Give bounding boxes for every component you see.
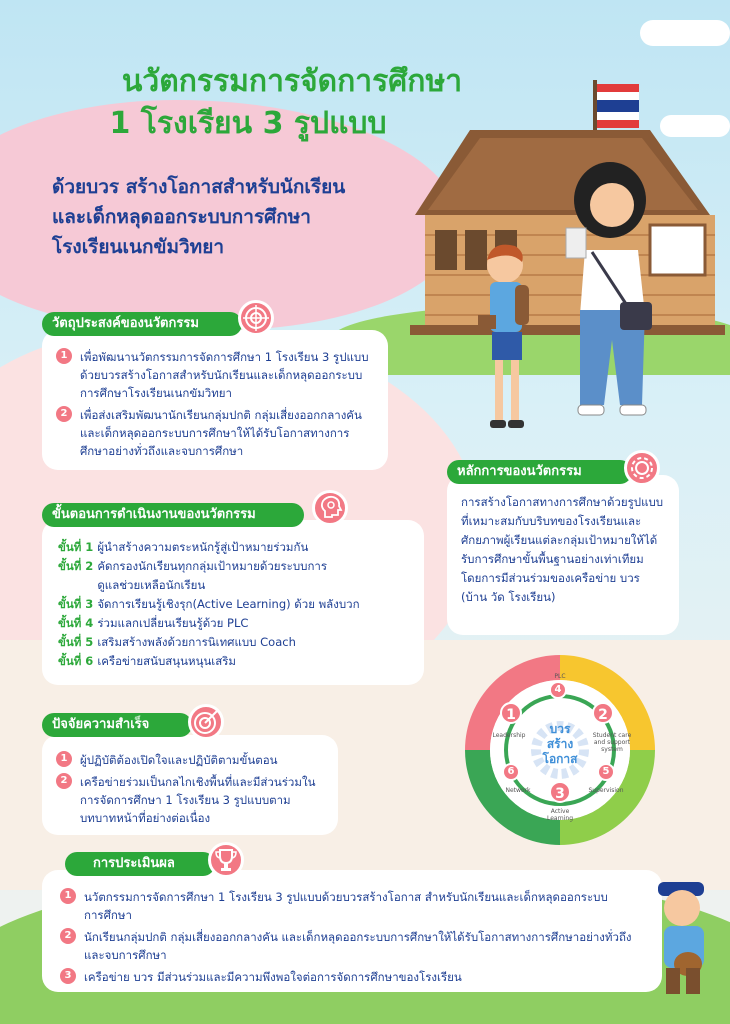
subtitle-line2: และเด็กหลุดออกระบบการศึกษา bbox=[52, 206, 311, 228]
cycle-diagram bbox=[460, 650, 660, 850]
step-row bbox=[58, 538, 410, 557]
step-row bbox=[58, 595, 410, 614]
page-title-line2: 1 โรงเรียน 3 รูปแบบ bbox=[109, 106, 387, 141]
idea-head-icon bbox=[312, 490, 348, 526]
cloud bbox=[640, 20, 730, 46]
gear-icon bbox=[624, 450, 660, 486]
cycle-center-line3: โอกาส bbox=[542, 752, 578, 766]
principles-header: หลักการของนวัตกรรม bbox=[447, 460, 632, 484]
principles-card bbox=[447, 475, 679, 635]
cycle-node-2: 2 bbox=[592, 702, 614, 724]
cycle-label-network: Network bbox=[505, 787, 531, 794]
success-card bbox=[42, 735, 338, 835]
item-text: เครือข่ายร่วมเป็นกลไกเชิงพื้นที่และมีส่วนร่วมในการจัดการศึกษา 1 โรงเรียน 3 รูปแบบตามบทบาทหน้าที่อย่างต่อเนื่อง bbox=[80, 775, 316, 825]
trophy-icon bbox=[208, 842, 244, 878]
cycle-label-supervision: Supervision bbox=[588, 787, 624, 794]
cycle-label-active-learning: Active Learning bbox=[546, 808, 574, 822]
step-row bbox=[58, 652, 410, 671]
subtitle-line3: โรงเรียนเนกขัมวิทยา bbox=[52, 236, 225, 258]
list-item bbox=[56, 751, 326, 769]
item-text: นักเรียนกลุ่มปกติ กลุ่มเสี่ยงออกกลางคัน และเด็กหลุดออกระบบการศึกษาให้ได้รับโอกาสทางการศึกษาอย่างทั่วถึงและจบการศึกษา bbox=[84, 930, 632, 962]
cycle-node-6: 6 bbox=[502, 763, 520, 781]
step-text: เครือข่ายสนับสนุนหนุนเสริม bbox=[97, 654, 237, 668]
item-text: เครือข่าย บวร มีส่วนร่วมและมีความพึงพอใจต่อการจัดการศึกษาของโรงเรียน bbox=[84, 970, 462, 984]
steps-header: ขั้นตอนการดำเนินงานของนวัตกรรม bbox=[42, 503, 304, 527]
item-number: 1 bbox=[60, 888, 76, 904]
subtitle-line1: ด้วยบวร สร้างโอกาสสำหรับนักเรียน bbox=[52, 176, 346, 198]
cycle-node-1: 1 bbox=[500, 702, 522, 724]
list-item bbox=[56, 348, 374, 402]
list-item bbox=[60, 928, 648, 964]
steps-card bbox=[42, 520, 424, 685]
step-row bbox=[58, 557, 410, 595]
list-item bbox=[56, 773, 326, 827]
item-number: 1 bbox=[56, 348, 72, 364]
elder-with-dog-illustration bbox=[648, 872, 728, 1002]
step-row bbox=[58, 614, 410, 633]
step-label: ขั้นที่ 2 bbox=[58, 559, 94, 573]
page-title-line1: นวัตกรรมการจัดการศึกษา bbox=[121, 64, 463, 99]
item-text: เพื่อพัฒนานวัตกรรมการจัดการศึกษา 1 โรงเรียน 3 รูปแบบด้วยบวรสร้างโอกาสสำหรับนักเรียนและเด็กหลุดออกระบบการศึกษาโรงเรียนเนกขัมวิทยา bbox=[80, 350, 369, 400]
cycle-center-line1: บวร bbox=[549, 722, 571, 736]
step-label: ขั้นที่ 1 bbox=[58, 540, 94, 554]
step-text: ร่วมแลกเปลี่ยนเรียนรู้ด้วย PLC bbox=[97, 616, 249, 630]
cycle-center bbox=[530, 722, 590, 767]
list-item bbox=[56, 406, 374, 460]
list-item bbox=[60, 968, 648, 986]
cycle-node-5: 5 bbox=[597, 763, 615, 781]
cycle-node-4: 4 bbox=[549, 681, 567, 699]
list-item bbox=[60, 888, 648, 924]
item-number: 2 bbox=[60, 928, 76, 944]
item-text: ผู้ปฏิบัติต้องเปิดใจและปฏิบัติตามขั้นตอน bbox=[80, 753, 278, 767]
item-number: 2 bbox=[56, 773, 72, 789]
objectives-header: วัตถุประสงค์ของนวัตกรรม bbox=[42, 312, 242, 336]
evaluation-card bbox=[42, 870, 662, 992]
step-label: ขั้นที่ 3 bbox=[58, 597, 94, 611]
cycle-label-leadership: Leadership bbox=[492, 732, 526, 739]
cycle-label-student-care: Student care and support system bbox=[592, 732, 632, 753]
step-row bbox=[58, 633, 410, 652]
step-text: จัดการเรียนรู้เชิงรุก(Active Learning) ด้วย พลังบวก bbox=[97, 597, 360, 611]
step-label: ขั้นที่ 4 bbox=[58, 616, 94, 630]
item-number: 2 bbox=[56, 406, 72, 422]
step-text: ผู้นำสร้างความตระหนักรู้สู่เป้าหมายร่วมกัน bbox=[97, 540, 309, 554]
success-header: ปัจจัยความสำเร็จ bbox=[42, 713, 192, 737]
cycle-label-plc: PLC bbox=[554, 673, 566, 680]
item-number: 1 bbox=[56, 751, 72, 767]
cycle-center-line2: สร้าง bbox=[546, 737, 574, 751]
principles-text: การสร้างโอกาสทางการศึกษาด้วยรูปแบบที่เหมาะสมกับบริบทของโรงเรียนและศักยภาพผู้เรียนแต่ละกลุ่มเป้าหมายให้ได้รับการศึกษาขั้นพื้นฐานอย่างเท่าเทียม โดยการมีส่วนร่วมของเครือข่าย บวร (บ้าน วัด โรงเรียน) bbox=[461, 495, 664, 604]
step-label: ขั้นที่ 6 bbox=[58, 654, 94, 668]
item-text: นวัตกรรมการจัดการศึกษา 1 โรงเรียน 3 รูปแบบด้วยบวรสร้างโอกาส สำหรับนักเรียนและเด็กหลุดออกระบบการศึกษา bbox=[84, 890, 608, 922]
step-text: เสริมสร้างพลังด้วยการนิเทศแบบ Coach bbox=[97, 635, 296, 649]
subtitle bbox=[52, 172, 432, 262]
dart-target-icon bbox=[188, 704, 224, 740]
item-number: 3 bbox=[60, 968, 76, 984]
step-text: คัดกรองนักเรียนทุกกลุ่มเป้าหมายด้วยระบบการดูแลช่วยเหลือนักเรียน bbox=[97, 559, 328, 592]
step-label: ขั้นที่ 5 bbox=[58, 635, 94, 649]
item-text: เพื่อส่งเสริมพัฒนานักเรียนกลุ่มปกติ กลุ่มเสี่ยงออกกลางคันและเด็กหลุดออกระบบการศึกษาให้ได้รับโอกาสทางการศึกษาอย่างทั่วถึงและจบการศึกษา bbox=[80, 408, 362, 458]
target-icon bbox=[238, 300, 274, 336]
cycle-node-3: 3 bbox=[549, 781, 571, 803]
evaluation-header: การประเมินผล bbox=[65, 852, 215, 876]
objectives-card bbox=[42, 330, 388, 470]
